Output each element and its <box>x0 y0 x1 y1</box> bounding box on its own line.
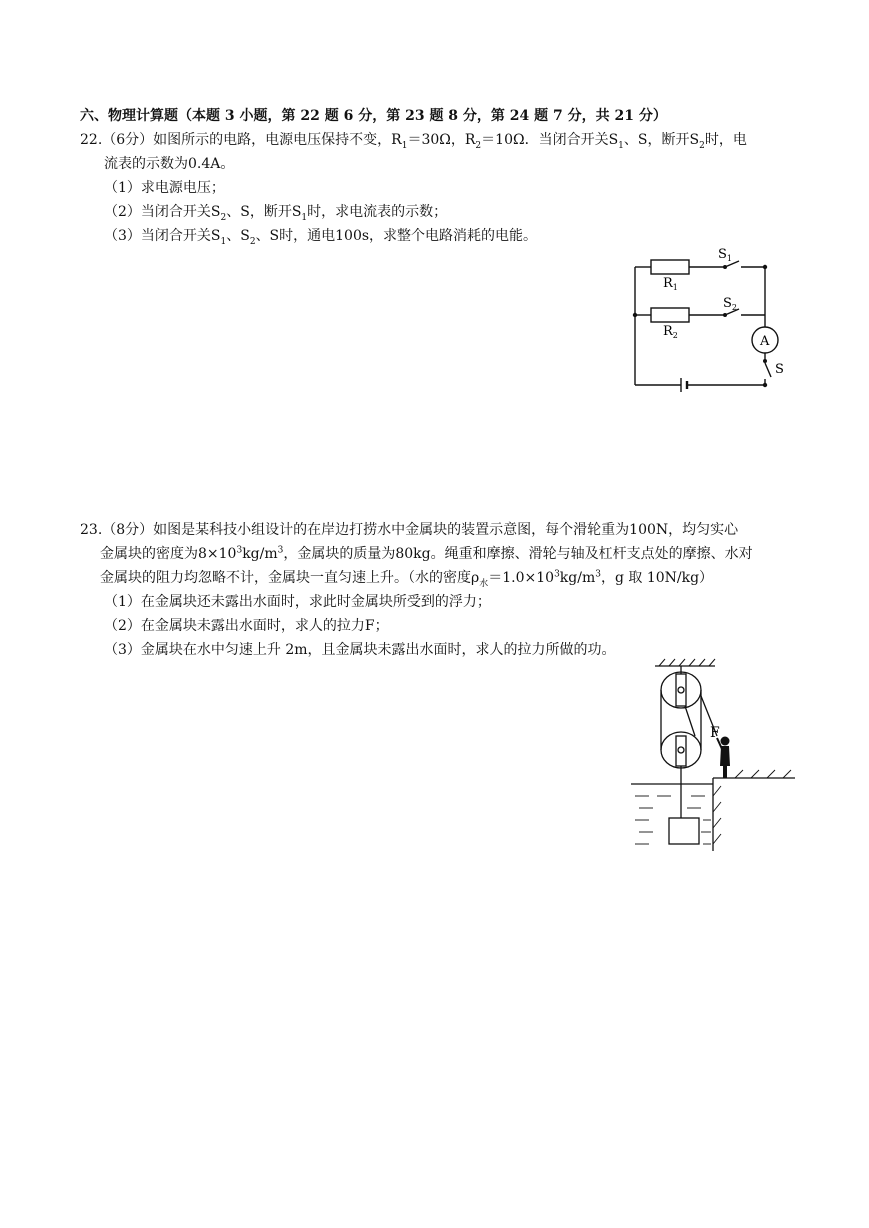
q23-part3: （3）金属块在水中匀速上升 2m，且金属块未露出水面时，求人的拉力所做的功。 <box>104 642 616 658</box>
s1-label: $S_1$ <box>718 247 732 263</box>
q23-part1: （1）在金属块还未露出水面时，求此时金属块所受到的浮力； <box>104 594 491 610</box>
person-icon <box>717 737 730 779</box>
q22-part3: （3）当闭合开关$S_1$、$S_2$、S时，通电100s，求整个电路消耗的电能。 <box>104 228 538 247</box>
fixed-pulley <box>661 672 701 708</box>
s2-label: $S_2$ <box>723 296 737 312</box>
r1-label: $R_1$ <box>663 276 678 292</box>
ammeter-label: A <box>760 334 770 349</box>
movable-pulley <box>661 732 701 768</box>
force-label: F <box>710 725 720 741</box>
q22-part1: （1）求电源电压； <box>104 180 225 196</box>
switch-s-lever <box>765 363 771 377</box>
battery-icon <box>681 378 687 392</box>
resistor-r2 <box>651 308 689 322</box>
q23-stem-line2: 金属块的密度为$8\times 10^3kg/m^3$，金属块的质量为80kg。绳重和摩擦、滑轮与轴及杠杆支点处的摩擦、水对 <box>100 545 753 562</box>
resistor-r1 <box>651 260 689 274</box>
metal-block <box>669 818 699 844</box>
q22-stem-line2: 流表的示数为0.4A。 <box>104 156 235 172</box>
q22-part2: （2）当闭合开关$S_2$、S，断开$S_1$时，求电流表的示数； <box>104 204 448 223</box>
bank-hatching <box>713 770 791 844</box>
r2-label: $R_2$ <box>663 324 678 340</box>
pulley-diagram <box>625 656 795 851</box>
q22-stem-line1: 22.（6分）如图所示的电路，电源电压保持不变，$R_1=30\Omega$，$R_2=10\Omega$．当闭合开关$S_1$、S，断开$S_2$时，电 <box>80 132 747 151</box>
q23-stem-line3: 金属块的阻力均忽略不计，金属块一直匀速上升。（水的密度$\rho_水=1.0\times 10^3kg/m^3$，g 取 10N/kg） <box>100 569 714 589</box>
q23-part2: （2）在金属块未露出水面时，求人的拉力F； <box>104 618 389 634</box>
s-label: S <box>775 362 784 377</box>
section-heading: 六、物理计算题（本题 3 小题，第 22 题 6 分，第 23 题 8 分，第 24 题 7 分，共 21 分） <box>80 108 667 124</box>
q23-stem-line1: 23.（8分）如图是某科技小组设计的在岸边打捞水中金属块的装置示意图，每个滑轮重为100N，均匀实心 <box>80 522 739 538</box>
circuit-diagram <box>625 245 805 395</box>
